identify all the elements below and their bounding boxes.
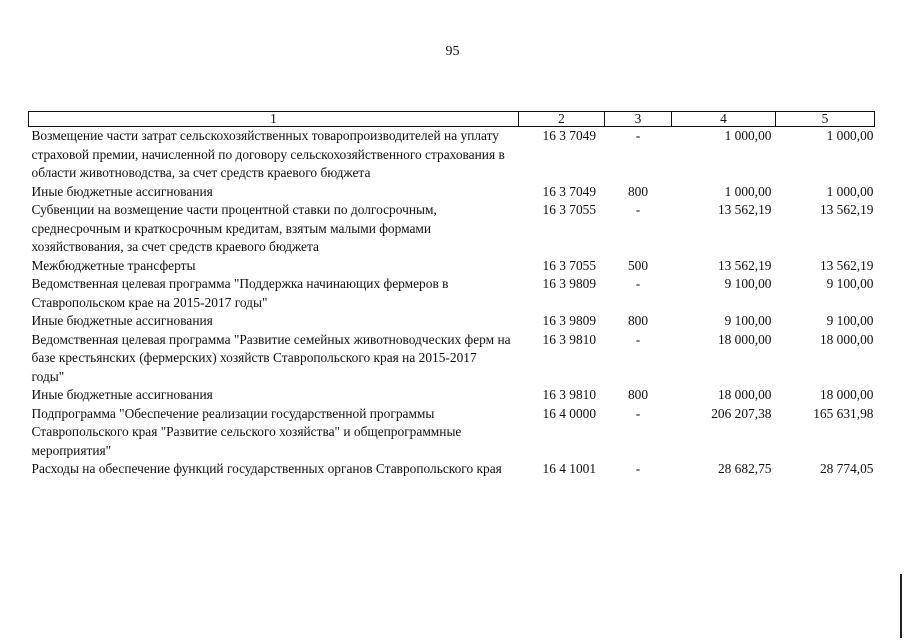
table-header-row (29, 112, 875, 127)
column-header-3: 3 (605, 112, 672, 127)
row-amount-5: 28 774,05 (819, 461, 874, 476)
row-code: 16 3 9809 (542, 313, 597, 328)
table-row (29, 275, 875, 312)
row-amount-5: 1 000,00 (826, 183, 874, 199)
row-amount-4: 9 100,00 (724, 313, 772, 328)
row-amount-5: 18 000,00 (819, 387, 874, 402)
row-amount-5: 13 562,19 (819, 257, 874, 273)
table-row (29, 183, 875, 202)
row-code: 16 3 7049 (542, 183, 597, 199)
row-name: Межбюджетные трансферты (31, 257, 196, 273)
row-type: 800 (627, 183, 649, 199)
row-amount-5: 13 562,19 (819, 202, 874, 217)
row-type: - (635, 405, 641, 421)
row-amount-4: 28 682,75 (717, 461, 772, 476)
row-amount-4: 18 000,00 (717, 331, 772, 347)
row-code: 16 3 9810 (542, 331, 597, 347)
row-amount-5: 9 100,00 (826, 276, 874, 291)
row-name: Подпрограмма "Обеспечение реализации государственной программы Ставропольского края "Развитие сельского хозяйства" и общепрограммные мероприятия" (31, 405, 462, 458)
column-header-4: 4 (672, 112, 776, 127)
row-amount-4: 9 100,00 (724, 276, 772, 291)
row-amount-4: 13 562,19 (717, 202, 772, 217)
row-type: 800 (627, 313, 649, 328)
row-type: 500 (627, 257, 649, 273)
row-code: 16 3 9809 (542, 276, 597, 291)
row-code: 16 3 9810 (542, 387, 597, 402)
table-row (29, 257, 875, 276)
row-type: - (635, 276, 641, 291)
row-name: Иные бюджетные ассигнования (31, 313, 213, 328)
column-header-1: 1 (29, 112, 519, 127)
table-row (29, 312, 875, 331)
row-type: - (635, 461, 641, 476)
row-amount-5: 165 631,98 (813, 405, 874, 421)
row-amount-4: 1 000,00 (724, 128, 772, 143)
row-name: Ведомственная целевая программа "Поддержка начинающих фермеров в Ставропольском крае на 2015-2017 годы" (31, 276, 449, 310)
row-type: - (635, 202, 641, 217)
table-row (29, 460, 875, 479)
row-amount-4: 206 207,38 (711, 405, 772, 421)
row-amount-5: 18 000,00 (819, 331, 874, 347)
page-number: 95 (445, 44, 460, 59)
row-code: 16 4 1001 (542, 461, 597, 476)
table-row (29, 386, 875, 405)
row-amount-4: 1 000,00 (724, 183, 772, 199)
budget-table (28, 111, 875, 479)
row-code: 16 3 7049 (542, 128, 597, 143)
row-type: 800 (627, 387, 649, 402)
row-amount-4: 18 000,00 (717, 387, 772, 402)
row-name: Иные бюджетные ассигнования (31, 183, 213, 199)
row-type: - (635, 331, 641, 347)
row-amount-4: 13 562,19 (717, 257, 772, 273)
scan-edge-mark (900, 574, 902, 638)
row-name: Ведомственная целевая программа "Развитие семейных животноводческих ферм на базе крестьянских (фермерских) хозяйств Ставропольского края на 2015-2017 годы" (31, 331, 511, 384)
row-type: - (635, 128, 641, 143)
row-code: 16 3 7055 (542, 202, 597, 217)
row-name: Возмещение части затрат сельскохозяйственных товаропроизводителей на уплату страховой премии, начисленной по договору сельскохозяйственного страхования в области животноводства, за счет средств краевого бюджета (31, 128, 505, 180)
table-row (29, 201, 875, 257)
row-code: 16 4 0000 (542, 405, 597, 421)
table-row (29, 331, 875, 387)
row-code: 16 3 7055 (542, 257, 597, 273)
row-name: Субвенции на возмещение части процентной ставки по долгосрочным, среднесрочным и краткосрочным кредитам, взятым малыми формами хозяйствования, за счет средств краевого бюджета (31, 202, 437, 254)
row-amount-5: 1 000,00 (826, 128, 874, 143)
column-header-5: 5 (776, 112, 875, 127)
table-row (29, 127, 875, 183)
table-row (29, 405, 875, 461)
column-header-2: 2 (519, 112, 605, 127)
row-amount-5: 9 100,00 (826, 313, 874, 328)
row-name: Расходы на обеспечение функций государственных органов Ставропольского края (31, 461, 502, 476)
row-name: Иные бюджетные ассигнования (31, 387, 213, 402)
